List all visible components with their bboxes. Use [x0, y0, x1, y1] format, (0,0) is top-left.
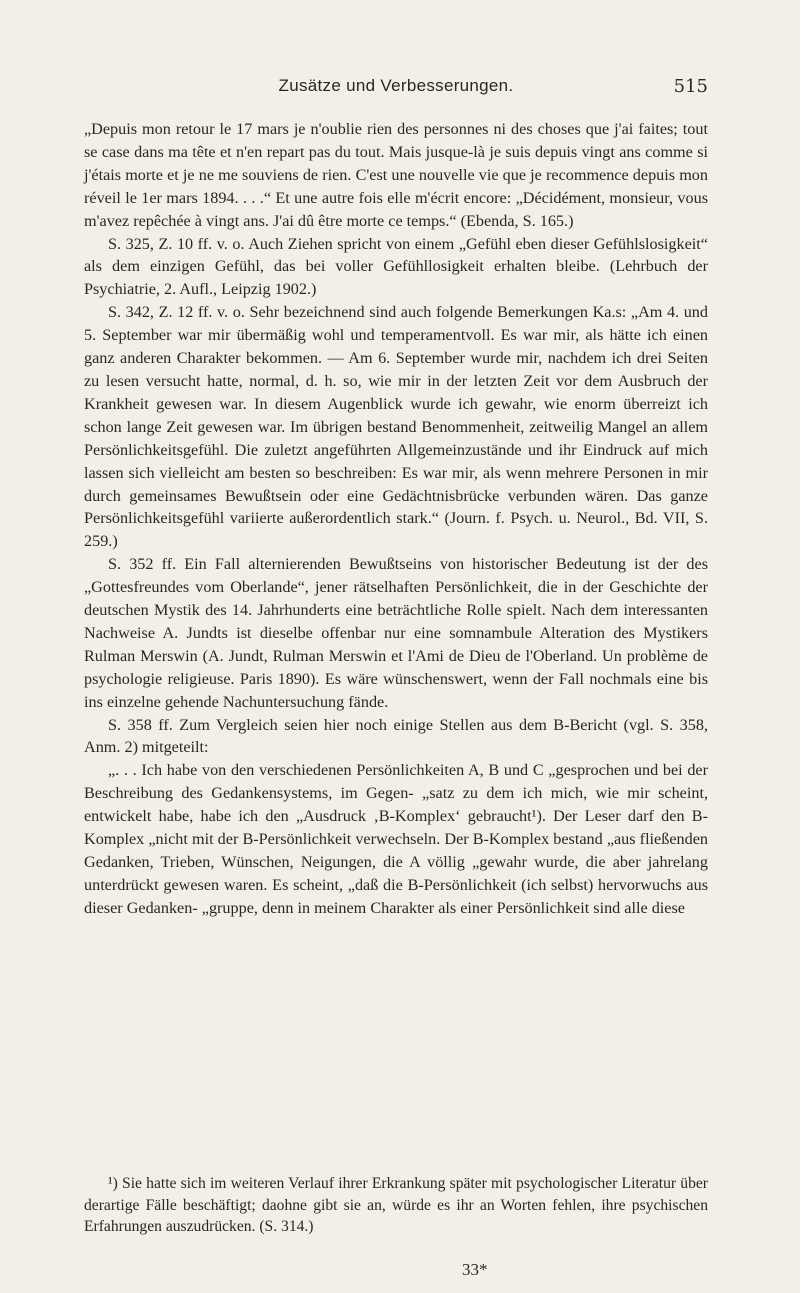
signature-mark: 33*: [462, 1260, 488, 1279]
paragraph: S. 358 ff. Zum Vergleich seien hier noch einige Stellen aus dem B-Bericht (vgl. S. 358, Anm. 2) mitgeteilt:: [84, 715, 708, 757]
paragraph: S. 342, Z. 12 ff. v. o. Sehr bezeichnend sind auch folgende Bemerkungen Ka.s: „Am 4. und 5. September war mir übermäßig wohl und temperamentvoll. Es war mir, als hätte ich einen ganz anderen Charakter bekommen. — Am 6. September wurde mir, nachdem ich drei Seiten zu lesen versucht hatte, normal, d. h. so, wie mir in der letzten Zeit vor dem Ausbruch der Krankheit gewesen war. In diesem Augenblick wurde ich gewahr, wie enorm überreizt ich schon lange Zeit gewesen war. Im übrigen bestand Benommenheit, zeitweilig Mangel an allem Persönlichkeitsgefühl. Die zuletzt angeführten Allgemeinzustände und ihr Eindruck auf mich lassen sich vielleicht am besten so beschreiben: Es war mir, als wenn mehrere Personen in mir durch gemeinsames Bewußtsein oder eine Gedächtnisbrücke verbunden wären. Das ganze Persönlichkeitsgefühl variierte außerordentlich stark.“ (Journ. f. Psych. u. Neurol., Bd. VII, S. 259.): [84, 303, 708, 551]
running-head: [84, 76, 708, 104]
paragraph: S. 325, Z. 10 ff. v. o. Auch Ziehen spricht von einem „Gefühl eben dieser Gefühlslosigkeit“ als dem einzigen Gefühl, das bei voller Gefühllosigkeit erhalten bleibe. (Lehrbuch der Psychiatrie, 2. Aufl., Leipzig 1902.): [84, 234, 708, 299]
page-number: 515: [673, 76, 708, 97]
quoted-paragraph: „. . . Ich habe von den verschiedenen Persönlichkeiten A, B und C „gesprochen und bei der Beschreibung des Gedankensystems, im Gegen- „satz zu dem ich mich, wie mir scheint, entwickelt habe, habe ich den „Ausdruck ‚B-Komplex‘ gebraucht¹). Der Leser darf den B-Komplex „nicht mit der B-Persönlichkeit verwechseln. Der B-Komplex bestand „aus fließenden Gedanken, Trieben, Wünschen, Neigungen, die A völlig „gewahr wurde, die aber jahrelang unterdrückt gewesen waren. Es scheint, „daß die B-Persönlichkeit (ich selbst) hervorwuchs aus dieser Gedanken- „gruppe, denn in meinem Charakter als einer Persönlichkeit sind alle diese: [84, 761, 708, 917]
footnote: ¹) Sie hatte sich im weiteren Verlauf ihrer Erkrankung später mit psychologischer Literatur über derartige Fälle beschäftigt; daohne gibt sie an, würde es ihr an Worten fehlen, ihre psychischen Erfahrungen auszudrücken. (S. 314.): [84, 1175, 708, 1235]
paragraph: „Depuis mon retour le 17 mars je n'oublie rien des personnes ni des choses que j'ai faites; tout se case dans ma tête et n'en repart pas du tout. Mais jusque-là je suis depuis vingt ans comme si j'étais morte et je ne me souviens de rien. C'est une nouvelle vie que je recommence depuis mon réveil le 1er mars 1894. . . .“ Et une autre fois elle m'écrit encore: „Décidément, monsieur, vous m'avez repêchée à vingt ans. J'ai dû être morte ce temps.“ (Ebenda, S. 165.): [84, 120, 708, 230]
body-text: [84, 118, 708, 920]
running-head-title: Zusätze und Verbesserungen.: [278, 76, 514, 95]
paragraph: S. 352 ff. Ein Fall alternierenden Bewußtseins von historischer Bedeutung ist der des „Gottesfreundes vom Oberlande“, jener rätselhaften Persönlichkeit, die in der Geschichte der deutschen Mystik des 14. Jahrhunderts eine beträchtliche Rolle spielt. Nach dem interessanten Nachweise A. Jundts ist dieselbe offenbar nur eine somnambule Alteration des Mystikers Rulman Merswin (A. Jundt, Rulman Merswin et l'Ami de Dieu de l'Oberland. Un problème de psychologie religieuse. Paris 1890). Es wäre wünschenswert, wenn der Fall nochmals eine bis ins einzelne gehende Nachuntersuchung fände.: [84, 555, 708, 711]
